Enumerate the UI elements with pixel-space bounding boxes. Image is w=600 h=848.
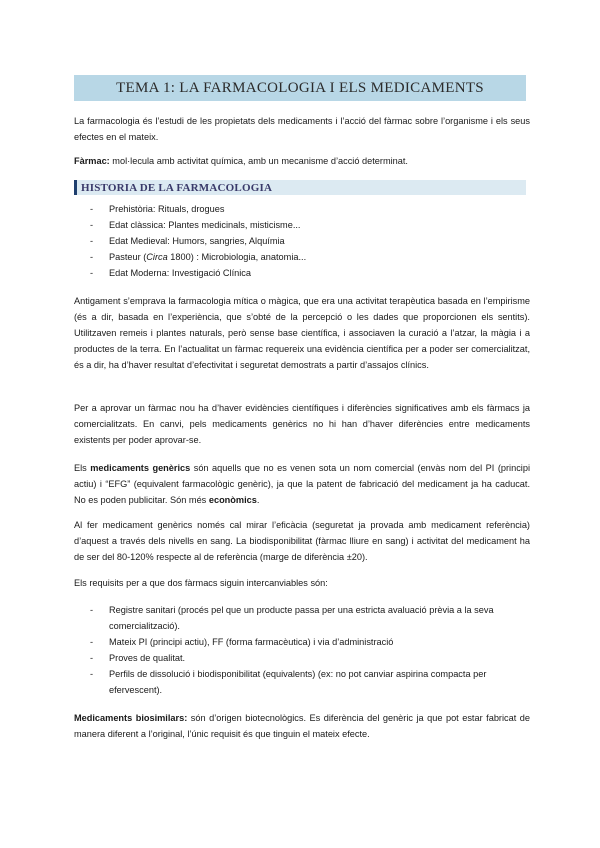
list-item: - Prehistòria: Rituals, drogues bbox=[90, 201, 530, 217]
farmac-definition bbox=[74, 153, 530, 169]
generics-mid: són aquells que no es venen sota un nom comercial (envàs nom del PI (principi actiu) i “EFG” (equivalent farmacològic genèric), ja que la patent de fabricació del medicament ja ha caducat. No es poden publicitar. Són més bbox=[74, 463, 530, 505]
list-item: - Edat Moderna: Investigació Clínica bbox=[90, 265, 530, 281]
list-item: - Mateix PI (principi actiu), FF (forma farmacèutica) i via d’administració bbox=[90, 634, 530, 650]
paragraph-biosimilars bbox=[74, 710, 530, 742]
section-heading bbox=[74, 180, 526, 195]
intro-paragraph: La farmacologia és l’estudi de les propietats dels medicaments i l’acció del fàrmac sobre l’organisme i els seus efectes en el mateix. bbox=[74, 116, 530, 142]
list-item: - Perfils de dissolució i biodisponibilitat (equivalents) (ex: no pot canviar aspirina compacta per efervescent). bbox=[90, 666, 530, 698]
section-title: HISTORIA DE LA FARMACOLOGIA bbox=[81, 181, 273, 194]
pasteur-post: 1800) : Microbiologia, anatomia... bbox=[167, 252, 307, 262]
title-banner bbox=[74, 75, 526, 101]
farmac-def: mol·lecula amb activitat química, amb un mecanisme d’acció determinat. bbox=[109, 156, 408, 166]
pasteur-pre: Pasteur ( bbox=[109, 252, 147, 262]
paragraph-efficacy: Al fer medicament genèrics només cal mirar l’eficàcia (seguretat ja provada amb medicament referència) d’aquest a través dels nivells en sang. La biodisponibilitat (fàrmac lliure en sang) i activitat del medicament ha de ser del 80-120% respecte al de referència (marge de diferència ±20). bbox=[74, 520, 530, 562]
biosimilars-text: són d’origen biotecnològics. Es diferència del genèric ja que pot estar fabricat de manera diferent a l’original, l’únic requisit és que tinguin el mateix efecte. bbox=[74, 713, 530, 739]
list-item: - Proves de qualitat. bbox=[90, 650, 530, 666]
generics-term: medicaments genèrics bbox=[90, 463, 191, 473]
paragraph-requirements-intro: Els requisits per a que dos fàrmacs siguin intercanviables són: bbox=[74, 578, 328, 588]
paragraph-approval: Per a aprovar un fàrmac nou ha d’haver evidències científiques i diferències significatives amb els fàrmacs ja comercialitzats. En canvi, pels medicaments genèrics no hi han d’haver diferències entre medicaments existents per poder aprovar-se. bbox=[74, 403, 530, 445]
list-item: - Edat clàssica: Plantes medicinals, misticisme... bbox=[90, 217, 530, 233]
farmac-term: Fàrmac: bbox=[74, 156, 110, 166]
paragraph-generics bbox=[74, 460, 530, 508]
requirements-list bbox=[90, 602, 530, 698]
generics-pre: Els bbox=[74, 463, 91, 473]
page-title: TEMA 1: LA FARMACOLOGIA I ELS MEDICAMENTS bbox=[116, 79, 484, 96]
list-item bbox=[90, 249, 530, 265]
pasteur-circa: Circa bbox=[146, 252, 168, 262]
list-item: - Edat Medieval: Humors, sangries, Alquímia bbox=[90, 233, 530, 249]
paragraph-history: Antigament s’emprava la farmacologia mítica o màgica, que era una activitat terapèutica basada en l’empirisme (és a dir, basada en l’experiència, que s’obté de la percepció o les dades que proporcionen els sentits). Utilitzaven remeis i plantes naturals, però sense base científica, i associaven la curació a l’atzar, la màgia i a productes de la terra. En l’actualitat un fàrmac requereix una evidència científica per a poder ser comercialitzat, és a dir, ha d’haver resultat d’efectivitat i seguretat demostrats a partir d’assajos clínics. bbox=[74, 296, 530, 370]
history-list bbox=[90, 201, 530, 281]
biosimilars-term: Medicaments biosimilars: bbox=[74, 713, 188, 723]
list-item: - Registre sanitari (procés pel que un producte passa per una estricta avaluació prèvia a la seva comercialització). bbox=[90, 602, 530, 634]
generics-end: . bbox=[256, 495, 260, 505]
generics-economic: econòmics bbox=[208, 495, 257, 505]
